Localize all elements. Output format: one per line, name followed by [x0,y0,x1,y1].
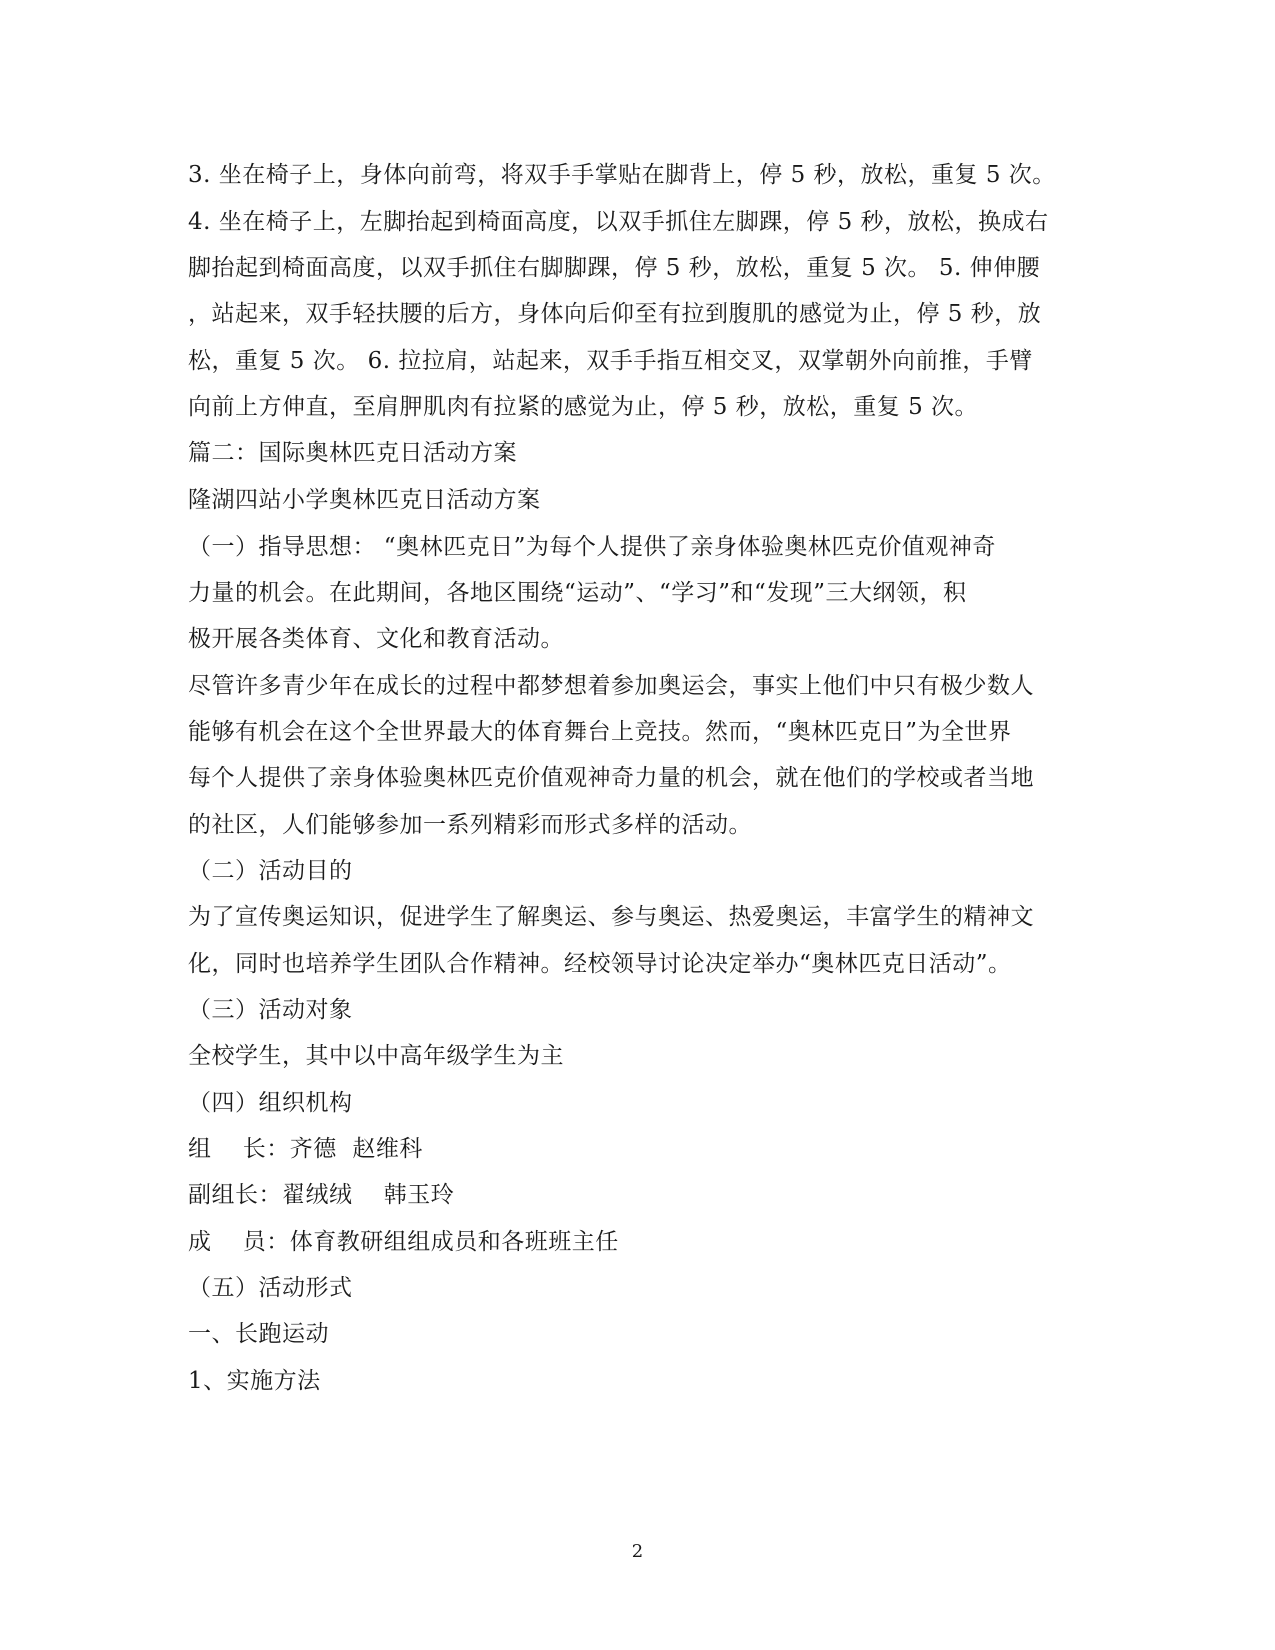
section-heading: （五）活动形式 [188,1275,353,1301]
text-line: 能够有机会在这个全世界最大的体育舞台上竞技。然而，“奥林匹克日”为全世界 [188,719,1012,745]
text-line: 为了宣传奥运知识，促进学生了解奥运、参与奥运、热爱奥运，丰富学生的精神文 [188,904,1034,930]
text-line: 成 员：体育教研组组成员和各班班主任 [188,1229,619,1255]
text-line: 脚抬起到椅面高度，以双手抓住右脚脚踝，停 5 秒，放松，重复 5 次。 5. 伸伸腰 [188,255,1041,281]
section-heading: （三）活动对象 [188,997,353,1023]
text-line: 尽管许多青少年在成长的过程中都梦想着参加奥运会，事实上他们中只有极少数人 [188,673,1034,699]
text-line: 化，同时也培养学生团队合作精神。经校领导讨论决定举办“奥林匹克日活动”。 [188,951,1012,977]
text-line: 的社区，人们能够参加一系列精彩而形式多样的活动。 [188,812,752,838]
text-line: 向前上方伸直，至肩胛肌肉有拉紧的感觉为止，停 5 秒，放松，重复 5 次。 [188,394,979,420]
section-heading: 篇二：国际奥林匹克日活动方案 [188,440,517,466]
subsection-heading: 1、实施方法 [188,1368,321,1394]
text-line: 极开展各类体育、文化和教育活动。 [188,626,564,652]
text-line: 组 长：齐德 赵维科 [188,1136,423,1162]
text-line: 3. 坐在椅子上，身体向前弯，将双手手掌贴在脚背上，停 5 秒，放松，重复 5 次。 [188,162,1056,188]
section-heading: （二）活动目的 [188,858,353,884]
text-line: ，站起来，双手轻扶腰的后方，身体向后仰至有拉到腹肌的感觉为止，停 5 秒，放 [188,301,1042,327]
text-line: 每个人提供了亲身体验奥林匹克价值观神奇力量的机会，就在他们的学校或者当地 [188,765,1034,791]
text-line: （一）指导思想： “奥林匹克日”为每个人提供了亲身体验奥林匹克价值观神奇 [188,534,996,560]
text-line: 副组长：翟绒绒 韩玉玲 [188,1182,455,1208]
text-line: 松，重复 5 次。 6. 拉拉肩，站起来，双手手指互相交叉，双掌朝外向前推，手臂 [188,348,1033,374]
text-line: 力量的机会。在此期间，各地区围绕“运动”、“学习”和“发现”三大纲领，积 [188,580,967,606]
page-number: 2 [631,1541,644,1562]
section-heading: （四）组织机构 [188,1090,353,1116]
document-title: 隆湖四站小学奥林匹克日活动方案 [188,487,541,513]
text-line: 4. 坐在椅子上，左脚抬起到椅面高度，以双手抓住左脚踝，停 5 秒，放松，换成右 [188,209,1049,235]
text-line: 全校学生，其中以中高年级学生为主 [188,1043,564,1069]
subsection-heading: 一、长跑运动 [188,1321,329,1347]
